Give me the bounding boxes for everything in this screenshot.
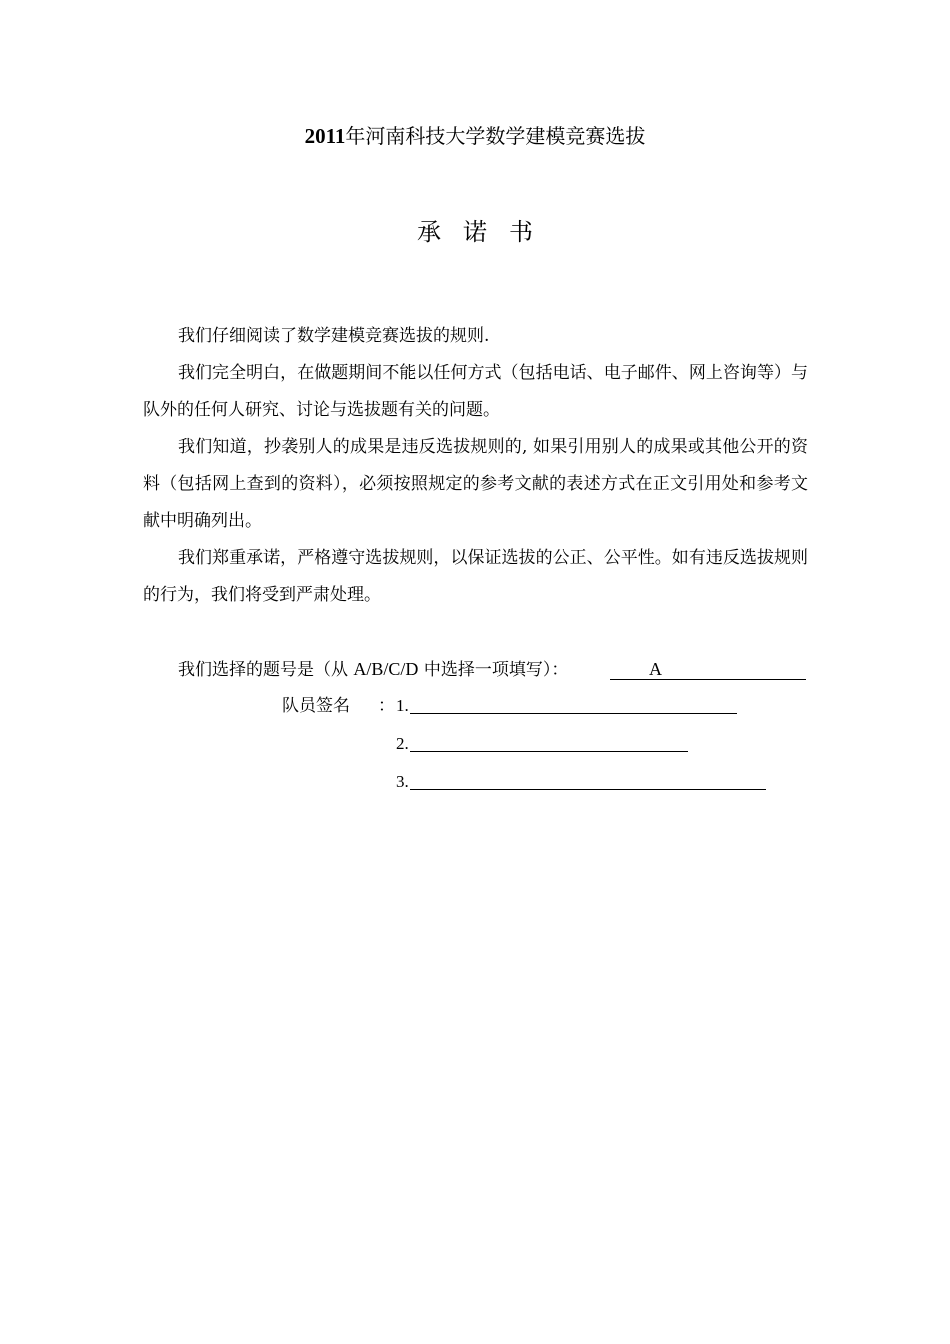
signature-number-3: 3. [396,772,409,791]
paragraph-rules-read: 我们仔细阅读了数学建模竞赛选拔的规则. [178,326,490,346]
signature-line-2[interactable] [410,751,688,752]
signature-colon: ： [378,696,395,716]
title-text: 年河南科技大学数学建模竞赛选拔 [345,124,646,148]
paragraph-pledge: 我们郑重承诺，严格遵守选拔规则，以保证选拔的公正、公平性。如有违反选拔规则的行为，我们将受到严肃处理。 [143,548,808,605]
signature-line-1[interactable] [410,713,737,714]
choice-prefix: 我们选择的题号是（从 [178,660,354,680]
problem-choice-answer: A [649,659,662,679]
paragraph-plagiarism: 我们知道，抄袭别人的成果是违反选拔规则的, 如果引用别人的成果或其他公开的资料（包括网上查到的资料），必须按照规定的参考文献的表述方式在正文引用处和参考文献中明确列出。 [143,437,808,531]
paragraph-no-contact: 我们完全明白，在做题期间不能以任何方式（包括电话、电子邮件、网上咨询等）与队外的任何人研究、讨论与选拔题有关的问题。 [143,363,808,420]
signature-line-3[interactable] [410,789,766,790]
commitment-heading: 承诺书 [417,218,555,246]
choice-suffix: 中选择一项填写）： [418,660,569,680]
choice-options: A/B/C/D [353,659,419,679]
signature-number-2: 2. [396,734,409,753]
signature-number-1: 1. [396,696,409,715]
signature-label: 队员签名 [282,696,350,716]
problem-choice-label [178,654,568,685]
problem-choice-answer-field[interactable] [610,654,806,680]
document-title [0,122,950,150]
commitment-body [143,318,808,614]
title-year: 2011 [304,124,346,148]
